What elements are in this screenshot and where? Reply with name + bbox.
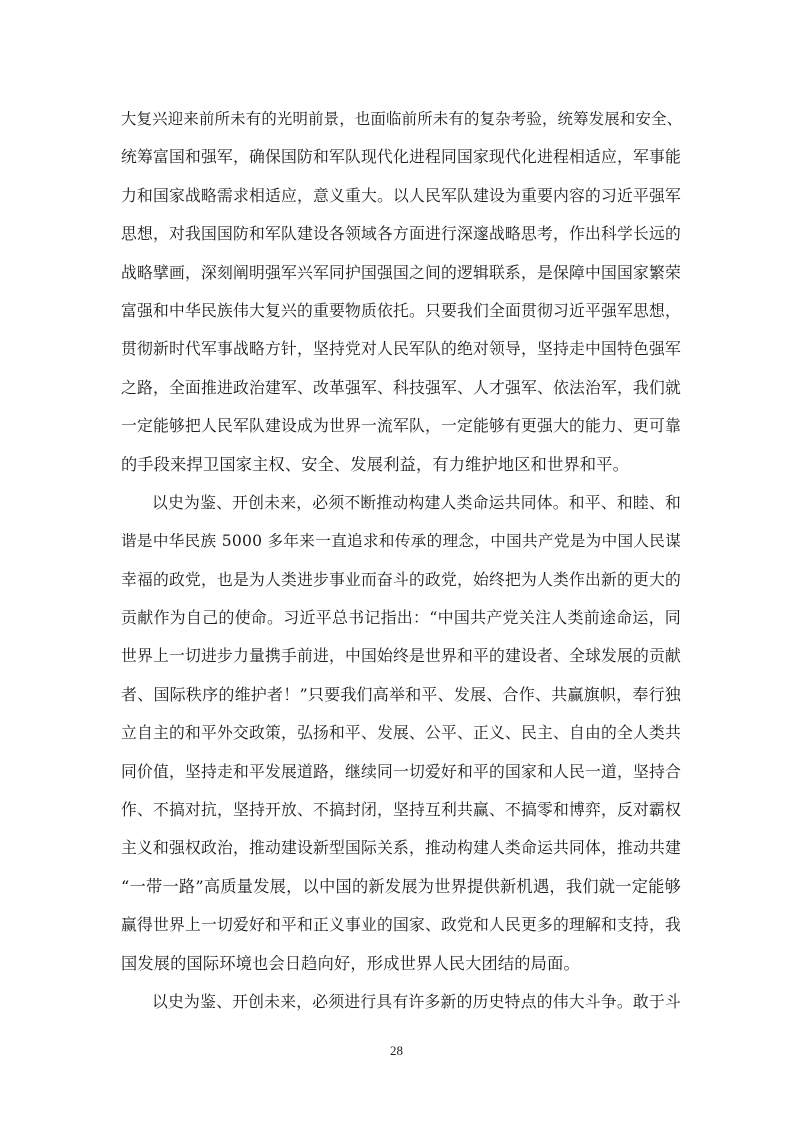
text-line: 贡献作为自己的使命。习近平总书记指出：“中国共产党关注人类前途命运，同	[121, 608, 681, 628]
paragraph-start-line: 以史为鉴、开创未来，必须进行具有许多新的历史特点的伟大斗争。敢于斗	[152, 991, 681, 1011]
text-line: 国发展的国际环境也会日趋向好，形成世界人民大团结的局面。	[121, 953, 580, 973]
text-line: 世界上一切进步力量携手前进，中国始终是世界和平的建设者、全球发展的贡献	[121, 646, 681, 666]
text-line: 战略擘画，深刻阐明强军兴军同护国强国之间的逻辑联系，是保障中国国家繁荣	[121, 262, 681, 282]
text-line: 主义和强权政治，推动建设新型国际关系，推动构建人类命运共同体，推动共建	[121, 838, 681, 858]
text-line: 谐是中华民族 5000 多年来一直追求和传承的理念，中国共产党是为中国人民谋	[121, 532, 681, 551]
text-line: 思想，对我国国防和军队建设各领域各方面进行深邃战略思考，作出科学长远的	[121, 224, 681, 244]
text-line: 赢得世界上一切爱好和平和正义事业的国家、政党和人民更多的理解和支持，我	[121, 915, 681, 935]
text-line: “一带一路”高质量发展，以中国的新发展为世界提供新机遇，我们就一定能够	[121, 876, 681, 896]
text-line: 的手段来捍卫国家主权、安全、发展利益，有力维护地区和世界和平。	[121, 454, 630, 474]
text-line: 大复兴迎来前所未有的光明前景，也面临前所未有的复杂考验，统筹发展和安全、	[121, 110, 683, 128]
text-line: 力和国家战略需求相适应，意义重大。以人民军队建设为重要内容的习近平强军	[121, 185, 681, 205]
text-line: 幸福的政党，也是为人类进步事业而奋斗的政党，始终把为人类作出新的更大的	[121, 569, 681, 589]
text-line: 统筹富国和强军，确保国防和军队现代化进程同国家现代化进程相适应，军事能	[121, 147, 681, 167]
paragraph-start-line: 以史为鉴、开创未来，必须不断推动构建人类命运共同体。和平、和睦、和	[152, 492, 681, 512]
body-text	[121, 100, 681, 1021]
text-line: 一定能够把人民军队建设成为世界一流军队，一定能够有更强大的能力、更可靠	[121, 416, 681, 436]
text-line: 作、不搞对抗，坚持开放、不搞封闭，坚持互利共赢、不搞零和博弈，反对霸权	[121, 800, 681, 820]
text-line: 立自主的和平外交政策，弘扬和平、发展、公平、正义、民主、自由的全人类共	[121, 723, 681, 743]
text-line: 贯彻新时代军事战略方针，坚持党对人民军队的绝对领导，坚持走中国特色强军	[121, 339, 681, 359]
text-line: 者、国际秩序的维护者！”只要我们高举和平、发展、合作、共赢旗帜，奉行独	[121, 684, 681, 704]
text-line: 之路，全面推进政治建军、改革强军、科技强军、人才强军、依法治军，我们就	[121, 377, 681, 397]
text-line: 同价值，坚持走和平发展道路，继续同一切爱好和平的国家和人民一道，坚持合	[121, 761, 681, 781]
page-number: 28	[390, 1043, 403, 1058]
text-line: 富强和中华民族伟大复兴的重要物质依托。只要我们全面贯彻习近平强军思想，	[121, 300, 681, 320]
